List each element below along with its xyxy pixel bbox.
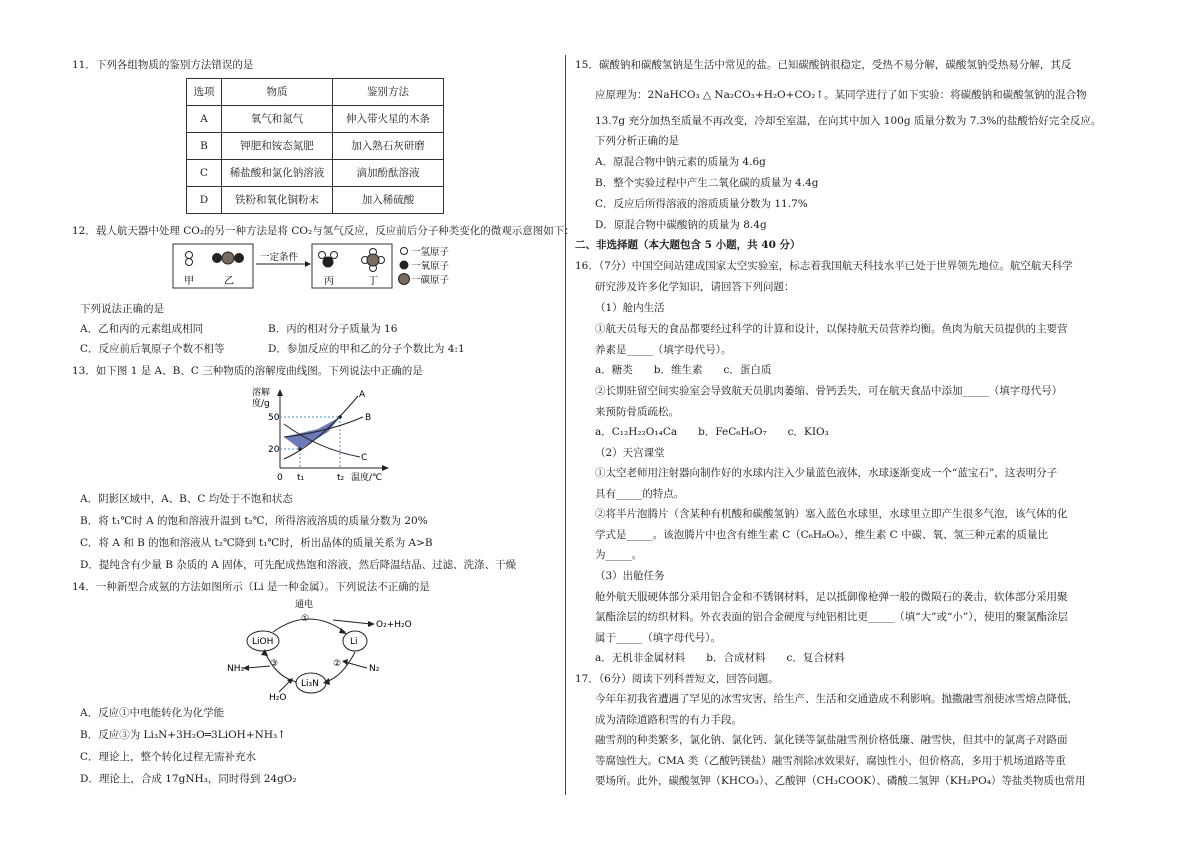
q17-line-1: 17．（6分）阅读下列科普短文，回答问题。 (575, 673, 779, 685)
q12-option-d: D．参加反应的甲和乙的分子个数比为 4:1 (268, 343, 465, 355)
y-tick-label: 20 (268, 445, 280, 455)
q16-p3-a: ①太空老师用注射器向制作好的水球内注入少量蓝色液体，水球逐渐变成一个“蓝宝石”，这表明分子 (595, 467, 1058, 479)
x-axis-arrow-icon (382, 465, 389, 471)
q16-options-1: a．糖类 b．维生素 c．蛋白质 (595, 364, 772, 376)
y-axis-label: 溶解 (252, 388, 271, 398)
y-axis-label: 度/g (252, 399, 270, 409)
q11-stem: 11．下列各组物质的鉴别方法错误的是 (72, 59, 254, 71)
table-header: 鉴别方法 (333, 79, 444, 106)
q15-option-b: B．整个实验过程中产生二氧化碳的质量为 4.4g (595, 177, 819, 189)
q16-p5-c: 属于_____（填字母代号）。 (595, 632, 721, 644)
reaction-condition: 一定条件 (260, 252, 299, 263)
q16-sub-1: （1）舱内生活 (595, 302, 665, 314)
q17-p2-c: 要场所。此外，碳酸氢钾（KHCO₃）、乙酸钾（CH₃COOK）、磷酸二氢钾（KH₂PO₄）等盐类物质也常用 (595, 775, 1086, 787)
q12-molecule-figure (168, 240, 478, 292)
q16-p2-a: ②长期驻留空间实验室会导致航天员肌肉萎缩、骨钙丢失，可在航天食品中添加_____（填字母代号） (595, 385, 1063, 397)
node-li-label: Li (350, 637, 358, 647)
carbon-atom (367, 254, 379, 266)
in-n2-label: N₂ (369, 664, 380, 674)
q16-p2-b: 来预防骨质疏松。 (595, 406, 679, 418)
hydrogen-atom (319, 252, 326, 259)
q11-table (186, 78, 444, 214)
node-li3n-label: Li₃N (301, 679, 319, 689)
q16-p1-b: 养素是_____（填字母代号）。 (595, 344, 732, 356)
arrow-head-icon (342, 659, 348, 665)
q17-p1-b: 成为清除道路积雪的有力手段。 (595, 714, 742, 726)
cycle-step-2: ② (333, 659, 342, 669)
q16-p4-a: ②将半片泡腾片（含某种有机酸和碳酸氢钠）塞入蓝色水球里，水球里立即产生很多气泡，该气体的化 (595, 508, 1068, 520)
q14-option-a: A．反应①中电能转化为化学能 (80, 707, 225, 719)
q14-option-c: C．理论上，整个转化过程无需补充水 (80, 751, 257, 763)
q15-option-a: A．原混合物中钠元素的质量为 4.6g (595, 156, 766, 168)
q16-line-2: 研究涉及许多化学知识，请回答下列问题： (595, 281, 795, 293)
q13-solubility-chart (248, 384, 398, 488)
in-h2o-label: H₂O (269, 693, 287, 700)
q12-option-c: C．反应前后氧原子个数不相等 (80, 343, 225, 355)
q16-options-3: a．无机非金属材料 b．合成材料 c．复合材料 (595, 652, 845, 664)
hydrogen-atom (331, 252, 338, 259)
hydrogen-atom (186, 259, 193, 266)
legend-hydrogen: 一氢原子 (411, 247, 450, 258)
q13-option-d: D．提纯含有少量 B 杂质的 A 固体，可先配成热饱和溶液，然后降温结晶、过滤、洗涤、干燥 (80, 559, 517, 571)
table-row (187, 160, 444, 187)
q15-line-4: 下列分析正确的是 (595, 135, 679, 147)
q16-p1-a: ①航天员每天的食品都要经过科学的计算和设计，以保持航天员营养均衡。鱼肉为航天员提供的主要营 (595, 323, 1068, 335)
q12-option-b: B．丙的相对分子质量为 16 (268, 323, 398, 335)
q16-sub-2: （2）天宫课堂 (595, 447, 665, 459)
oxygen-atom (234, 253, 244, 263)
arrow-head-icon (305, 261, 311, 267)
q15-line-1: 15．碳酸钠和碳酸氢钠是生活中常见的盐。已知碳酸钠很稳定，受热不易分解，碳酸氢钠受热易分解，其反 (575, 59, 1072, 71)
q15-line-3: 13.7g 充分加热至质量不再改变，冷却至室温，在向其中加入 100g 质量分数为 7.3%的盐酸恰好完全反应。 (595, 115, 1102, 127)
q15-line-2: 应原理为：2NaHCO₃ △ Na₂CO₃+H₂O+CO₂↑。某同学进行了如下实验：将碳酸钠和碳酸氢钠的混合物 (595, 89, 1087, 101)
y-tick-label: 50 (268, 413, 280, 423)
table-header: 物质 (222, 79, 333, 106)
table-cell: D (187, 187, 222, 214)
out-o2-label: O₂+H₂O (376, 620, 412, 630)
label-bing: 丙 (324, 276, 334, 287)
origin-label: 0 (277, 473, 283, 483)
q13-stem: 13．如下图 1 是 A、B、C 三种物质的溶解度曲线图。下列说法中正确的是 (72, 365, 423, 377)
column-divider (565, 55, 566, 795)
section-heading: 二、非选择题（本大题包含 5 小题，共 40 分） (575, 239, 801, 251)
legend-carbon-icon (399, 274, 410, 285)
q16-options-2: a．C₁₂H₂₂O₁₄Ca b．FeC₆H₆O₇ c．KIO₃ (595, 426, 829, 438)
x-axis-label: 温度/℃ (351, 473, 383, 483)
legend-oxygen: 一氧原子 (411, 261, 450, 272)
table-cell: 钾肥和铵态氮肥 (222, 133, 333, 160)
q16-line-1: 16．（7分）中国空间站建成国家太空实验室，标志着我国航天科技水平已处于世界领先地位。航空航天科学 (575, 260, 1073, 272)
q16-p3-b: 具有_____的特点。 (595, 488, 685, 500)
out-nh3-label: NH₃ (227, 664, 245, 674)
table-header: 选项 (187, 79, 222, 106)
table-row (187, 106, 444, 133)
q13-option-a: A．阴影区域中，A、B、C 均处于不饱和状态 (80, 493, 293, 505)
q14-option-b: B．反应③为 Li₃N+3H₂O═3LiOH+NH₃↑ (80, 729, 286, 741)
arrow-head-icon (368, 621, 375, 627)
legend-hydrogen-icon (401, 248, 408, 255)
x-tick-label: t₂ (337, 473, 345, 483)
cycle-step-3: ③ (270, 659, 279, 669)
table-cell: B (187, 133, 222, 160)
table-cell: C (187, 160, 222, 187)
q12-stem: 12．载人航天器中处理 CO₂的另一种方法是将 CO₂与氢气反应，反应前后分子种类变化的微观示意图如下： (72, 225, 575, 237)
table-cell: 铁粉和氧化铜粉末 (222, 187, 333, 214)
q14-option-d: D．理论上，合成 17gNH₃，同时得到 24gO₂ (80, 773, 297, 785)
cycle-top-label: 通电 (295, 600, 314, 610)
arrow-in-n2 (345, 662, 367, 668)
table-cell: 加入稀硫酸 (333, 187, 444, 214)
intersection-point (298, 447, 302, 451)
q17-p2-a: 融雪剂的种类繁多，氯化钠、氯化钙、氯化镁等氯盐融雪剂价格低廉、融雪快，但其中的氯离子对路面 (595, 734, 1068, 746)
arrow-out-nh3 (247, 666, 270, 668)
q16-sub-3: （3）出舱任务 (595, 570, 665, 582)
table-cell: 滴加酚酞溶液 (333, 160, 444, 187)
arrow-out-o2 (333, 620, 371, 624)
q15-option-d: D．原混合物中碳酸钠的质量为 8.4g (595, 219, 767, 231)
table-cell: 氧气和氮气 (222, 106, 333, 133)
x-tick-label: t₁ (297, 473, 305, 483)
table-row (187, 187, 444, 214)
q16-p5-b: 氯酯涂层的纺织材料。外衣表面的铝合金硬度与纯铝相比更_____（填“大”或“小”），使用的聚氯酯涂层 (595, 611, 1068, 623)
q13-option-b: B．将 t₁℃时 A 的饱和溶液升温到 t₂℃，所得溶液溶质的质量分数为 20% (80, 515, 428, 527)
carbon-atom (222, 252, 234, 264)
node-lioh-label: LiOH (252, 637, 274, 647)
legend-carbon: 一碳原子 (411, 275, 450, 286)
legend-oxygen-icon (400, 261, 409, 270)
curve-label-c: C (361, 453, 368, 463)
oxygen-atom (212, 253, 222, 263)
curve-label-a: A (359, 390, 366, 400)
cycle-step-1: ① (301, 614, 310, 624)
q14-cycle-diagram (225, 596, 415, 700)
label-ding: 丁 (368, 276, 378, 287)
q12-prompt: 下列说法正确的是 (80, 303, 164, 315)
table-cell: 加入熟石灰研磨 (333, 133, 444, 160)
hydrogen-atom (186, 252, 193, 259)
table-header-row (187, 79, 444, 106)
q16-p4-c: 为_____。 (595, 549, 643, 561)
q14-stem: 14．一种新型合成氨的方法如图所示（Li 是一种金属）。下列说法不正确的是 (72, 581, 430, 593)
y-axis-arrow-icon (277, 389, 283, 396)
label-yi: 乙 (224, 276, 234, 287)
table-cell: 伸入带火星的木条 (333, 106, 444, 133)
table-row (187, 133, 444, 160)
q12-option-a: A．乙和丙的元素组成相同 (80, 323, 204, 335)
q15-option-c: C．反应后所得溶液的溶质质量分数为 11.7% (595, 198, 808, 210)
q17-p1-a: 今年年初我省遭遇了罕见的冰雪灾害，给生产、生活和交通造成不利影响。抛撒融雪剂使冰雪熔点降低， (595, 693, 1078, 705)
q13-option-c: C．将 A 和 B 的饱和溶液从 t₂℃降到 t₁℃时，析出晶体的质量关系为 A>B (80, 537, 433, 549)
label-jia: 甲 (184, 276, 194, 287)
curve-label-b: B (365, 413, 372, 423)
table-cell: A (187, 106, 222, 133)
q16-p4-b: 学式是_____。该泡腾片中也含有维生素 C（C₆H₈O₆），维生素 C 中碳、氧、氢三种元素的质量比 (595, 529, 1049, 541)
table-cell: 稀盐酸和氯化钠溶液 (222, 160, 333, 187)
intersection-point (338, 415, 342, 419)
q16-p5-a: 舱外航天服硬体部分采用铝合金和不锈钢材料，足以抵御像枪弹一般的微陨石的袭击，软体部分采用聚 (595, 591, 1068, 603)
q17-p2-b: 等腐蚀性大。CMA 类（乙酸钙镁盐）融雪剂除冰效果好，腐蚀性小，但价格高，多用于机场道路等重 (595, 755, 1066, 767)
